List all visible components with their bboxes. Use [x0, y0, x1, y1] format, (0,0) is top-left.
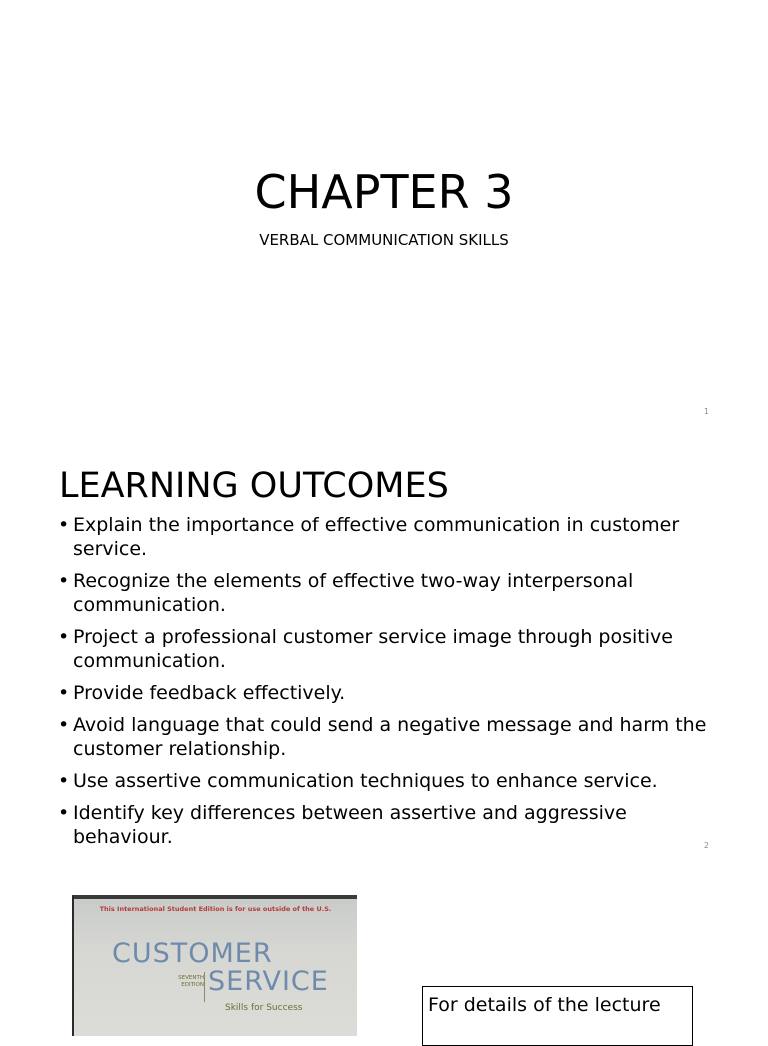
book-subtitle: Skills for Success	[225, 1003, 303, 1013]
bullet-icon: •	[58, 514, 70, 536]
learning-outcomes-heading: LEARNING OUTCOMES	[59, 466, 449, 506]
page-number: 2	[703, 841, 709, 850]
list-item-text: Explain the importance of effective communication in customer service.	[73, 514, 680, 560]
list-item	[58, 769, 718, 793]
book-banner-text: This International Student Edition is for use outside of the U.S.	[99, 905, 332, 913]
list-item-text: Provide feedback effectively.	[73, 682, 346, 704]
chapter-title: CHAPTER 3	[254, 165, 514, 219]
book-divider	[204, 972, 205, 1002]
page-number: 1	[703, 407, 709, 416]
list-item-text: Avoid language that could send a negative message and harm the customer relationship.	[73, 714, 707, 760]
bullet-icon: •	[58, 682, 70, 704]
list-item	[58, 801, 718, 849]
learning-outcomes-list	[58, 513, 718, 857]
list-item-text: Recognize the elements of effective two-way interpersonal communication.	[73, 570, 634, 616]
slide-3	[0, 864, 768, 1024]
list-item-text: Project a professional customer service image through positive communication.	[73, 626, 673, 672]
bullet-icon: •	[58, 802, 70, 824]
book-title-line-1: CUSTOMER	[112, 938, 273, 969]
book-cover-image	[72, 895, 357, 1036]
bullet-icon: •	[58, 570, 70, 592]
bullet-icon: •	[58, 714, 70, 736]
list-item	[58, 513, 718, 561]
list-item-text: Identify key differences between assertive and aggressive behaviour.	[73, 802, 627, 848]
bullet-icon: •	[58, 626, 70, 648]
book-cover-edge	[74, 896, 357, 899]
book-edition: SEVENTH EDITION	[178, 975, 204, 988]
list-item	[58, 569, 718, 617]
list-item	[58, 625, 718, 673]
slide-1	[0, 0, 768, 432]
list-item-text: Use assertive communication techniques to enhance service.	[73, 770, 658, 792]
list-item	[58, 681, 718, 705]
lecture-note-box: For details of the lecture	[422, 986, 693, 1046]
book-title-line-2: SERVICE	[208, 966, 329, 997]
bullet-icon: •	[58, 770, 70, 792]
slide-2	[0, 432, 768, 864]
list-item	[58, 713, 718, 761]
chapter-subtitle: VERBAL COMMUNICATION SKILLS	[259, 231, 509, 249]
